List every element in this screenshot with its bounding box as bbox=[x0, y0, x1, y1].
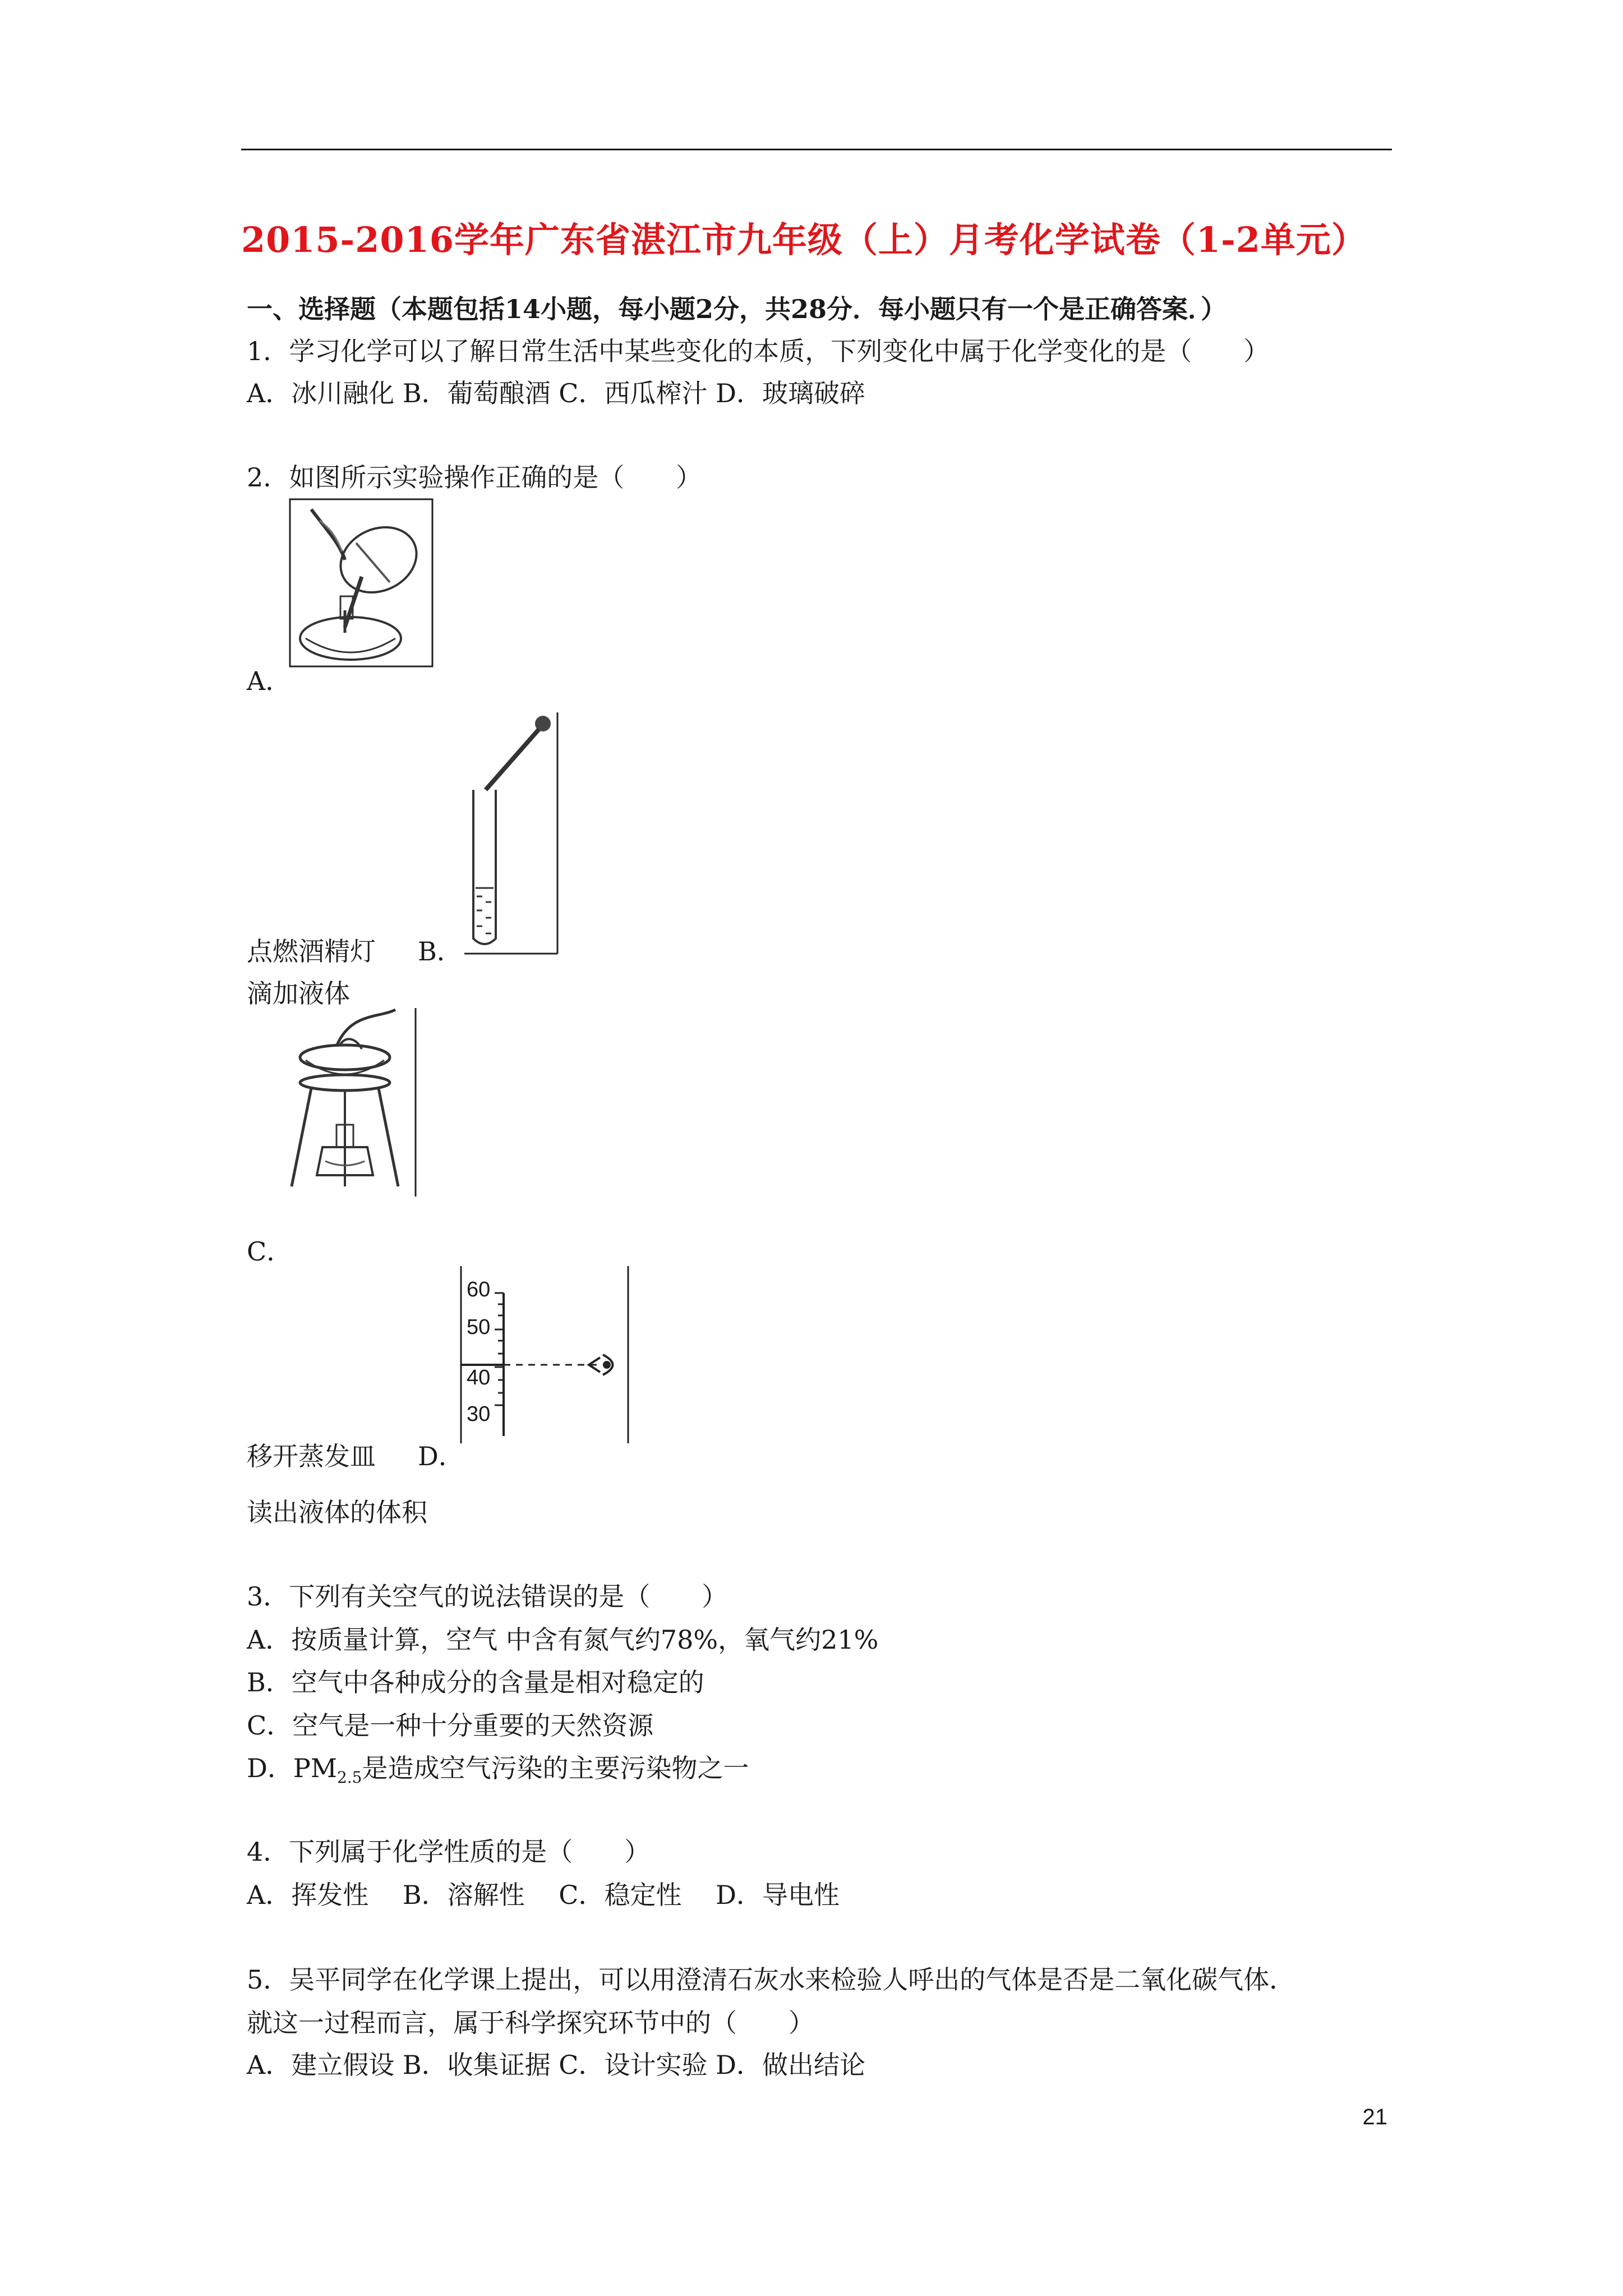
option-b-label: B． bbox=[418, 936, 463, 967]
figure-c-moving-evaporating-dish bbox=[283, 1007, 418, 1198]
question-5-options: A．建立假设 B．收集证据 C．设计实验 D．做出结论 bbox=[247, 2050, 865, 2080]
question-3-option-a: A．按质量计算，空气 中含有氮气约78%，氧气约21% bbox=[247, 1625, 879, 1655]
option-a-label: A． bbox=[247, 666, 292, 696]
question-5-stem-line1: 5．吴平同学在化学课上提出，可以用澄清石灰水来检验人呼出的气体是否是二氧化碳气体． bbox=[247, 1964, 1295, 1995]
question-3-stem: 3．下列有关空气的说法错误的是（ ） bbox=[247, 1581, 728, 1612]
cylinder-tick-label: 40 bbox=[467, 1366, 491, 1389]
cylinder-tick-label: 50 bbox=[467, 1315, 491, 1339]
option-d-suffix: 是造成空气污染的主要污染物之一 bbox=[362, 1753, 749, 1783]
option-a-caption: 点燃酒精灯 bbox=[247, 936, 376, 967]
option-d-caption: 读出液体的体积 bbox=[247, 1497, 427, 1527]
exam-title: 2015-2016学年广东省湛江市九年级（上）月考化学试卷（1-2单元） bbox=[241, 219, 1367, 260]
cylinder-tick-label: 60 bbox=[467, 1278, 491, 1301]
figure-b-dripping-liquid bbox=[463, 711, 560, 955]
figure-d-reading-liquid-volume bbox=[460, 1265, 634, 1444]
pm-subscript: 2.5 bbox=[336, 1768, 362, 1787]
question-1-stem: 1．学习化学可以了解日常生活中某些变化的本质，下列变化中属于化学变化的是（ ） bbox=[247, 336, 1270, 366]
option-d-label: D． bbox=[418, 1441, 464, 1471]
header-rule bbox=[241, 149, 1392, 150]
question-3-option-b: B．空气中各种成分的含量是相对稳定的 bbox=[247, 1667, 704, 1697]
option-b-caption: 滴加液体 bbox=[247, 978, 350, 1009]
question-5-stem-line2: 就这一过程而言，属于科学探究环节中的（ ） bbox=[247, 2008, 814, 2038]
question-4-options: A．挥发性 B．溶解性 C．稳定性 D．导电性 bbox=[247, 1880, 840, 1910]
question-2-stem: 2．如图所示实验操作正确的是（ ） bbox=[247, 462, 702, 493]
option-c-label: C． bbox=[247, 1236, 293, 1267]
question-1-options: A．冰川融化 B．葡萄酿酒 C．西瓜榨汁 D．玻璃破碎 bbox=[247, 378, 865, 408]
page-number: 21 bbox=[1362, 2105, 1387, 2129]
option-d-prefix: D．PM bbox=[247, 1753, 337, 1783]
option-c-caption: 移开蒸发皿 bbox=[247, 1441, 376, 1471]
question-4-stem: 4．下列属于化学性质的是（ ） bbox=[247, 1837, 651, 1867]
cylinder-tick-label: 30 bbox=[467, 1402, 491, 1426]
question-3-option-d bbox=[247, 1748, 749, 1787]
question-3-option-c: C．空气是一种十分重要的天然资源 bbox=[247, 1710, 654, 1741]
section-heading: 一、选择题（本题包括14小题，每小题2分，共28分．每小题只有一个是正确答案．） bbox=[247, 294, 1227, 324]
figure-a-lighting-alcohol-lamp bbox=[289, 498, 434, 668]
